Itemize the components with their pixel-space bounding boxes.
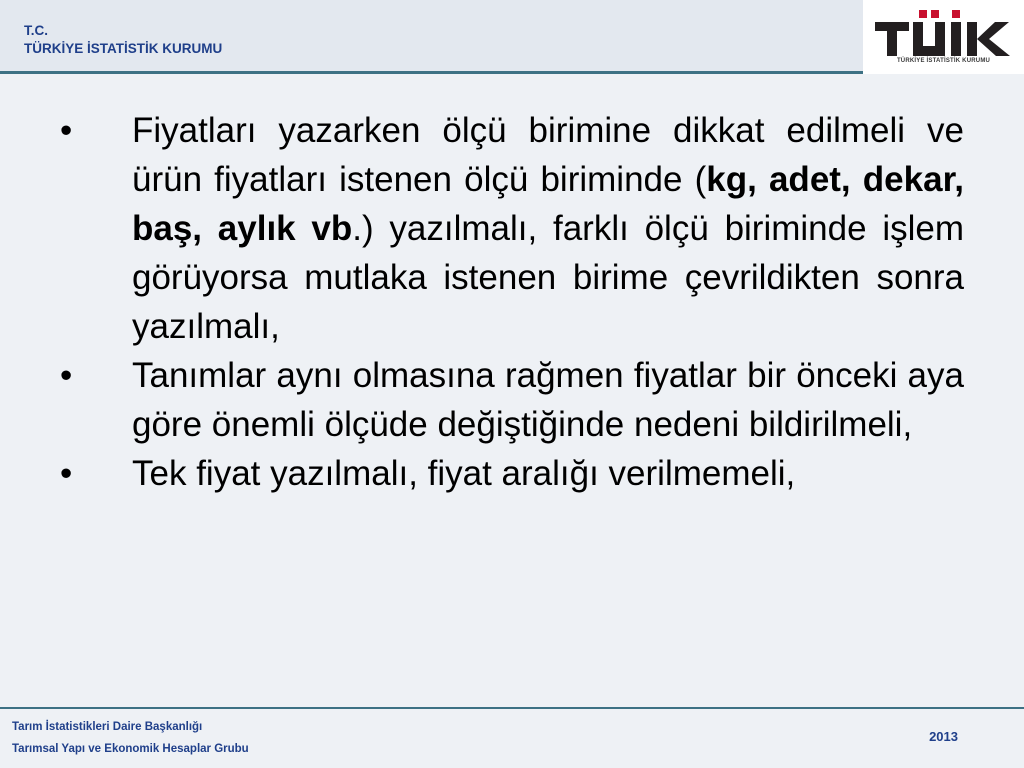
logo-caption: TÜRKİYE İSTATİSTİK KURUMU: [896, 58, 991, 64]
bullet-text: Tanımlar aynı olmasına rağmen fiyatlar bir önceki aya göre önemli ölçüde değiştiğinde nedeni bildirilmeli,: [132, 356, 964, 444]
footer-divider: [0, 707, 1024, 709]
bullet-text-bold-units: kg, adet, dekar, baş, aylık vb: [132, 160, 964, 248]
bullet-list: [60, 106, 964, 498]
organization-name: [24, 22, 222, 58]
bullet-item-definitions: [60, 351, 964, 449]
footer-line-department: Tarım İstatistikleri Daire Başkanlığı: [12, 721, 203, 733]
bullet-text-post: .) yazılmalı, farklı ölçü biriminde işlem görüyorsa mutlaka istenen birime çevrildikten sonra yazılmalı,: [132, 209, 964, 346]
bullet-item-unit-of-measure: [60, 106, 964, 351]
tuik-logo: [863, 0, 1024, 74]
slide-content: [60, 106, 964, 498]
header-line-institute: TÜRKİYE İSTATİSTİK KURUMU: [24, 41, 223, 56]
bullet-icon: •: [60, 454, 73, 493]
bullet-text: Tek fiyat yazılmalı, fiyat aralığı verilmemeli,: [132, 454, 796, 493]
header-line-tc: T.C.: [24, 23, 49, 38]
bullet-item-single-price: [60, 449, 964, 498]
bullet-icon: •: [60, 111, 73, 150]
bullet-text-pre: Fiyatları yazarken ölçü birimine dikkat edilmeli ve ürün fiyatları istenen ölçü biriminde (: [132, 111, 964, 199]
slide-header: [0, 0, 1024, 72]
bullet-icon: •: [60, 356, 73, 395]
footer-year: 2013: [929, 729, 958, 744]
footer-department: [12, 716, 249, 760]
footer-line-group: Tarımsal Yapı ve Ekonomik Hesaplar Grubu: [12, 743, 249, 755]
tuik-logo-icon: [873, 8, 1014, 58]
header-divider: [0, 71, 863, 74]
